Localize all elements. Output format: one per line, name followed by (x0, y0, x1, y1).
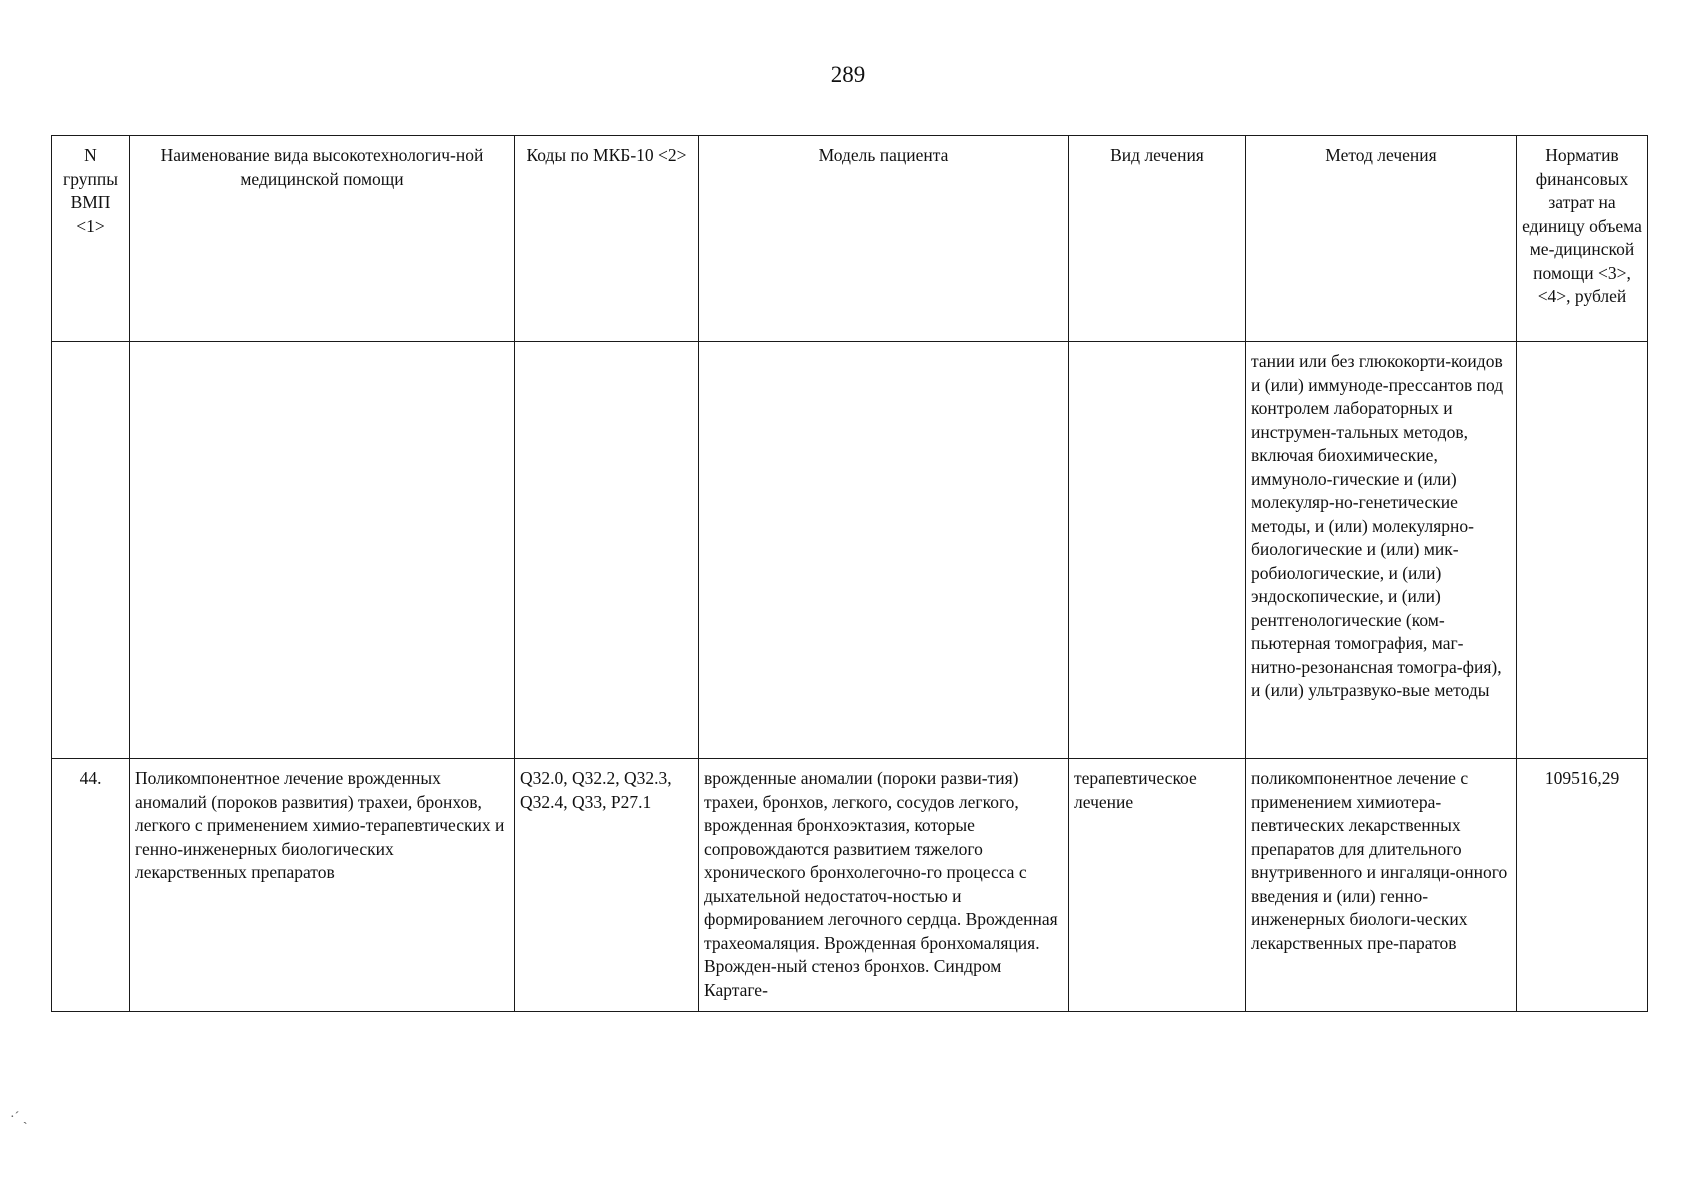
cell-empty (52, 342, 130, 759)
table-row-44 (52, 759, 1648, 1012)
cell-icd-codes: Q32.0, Q32.2, Q32.3, Q32.4, Q33, P27.1 (515, 759, 699, 1012)
table-row-continuation (52, 342, 1648, 759)
header-patient-model: Модель пациента (699, 136, 1069, 342)
cell-empty (1069, 342, 1246, 759)
cell-empty (699, 342, 1069, 759)
cell-empty (515, 342, 699, 759)
header-treatment-type: Вид лечения (1069, 136, 1246, 342)
header-care-name: Наименование вида высокотехнологич-ной медицинской помощи (130, 136, 515, 342)
table-header-row (52, 136, 1648, 342)
vmp-table (51, 135, 1648, 1012)
header-icd-codes: Коды по МКБ-10 <2> (515, 136, 699, 342)
cell-group-number: 44. (52, 759, 130, 1012)
cell-empty (130, 342, 515, 759)
cell-empty (1517, 342, 1648, 759)
cell-patient-model: врожденные аномалии (пороки разви-тия) трахеи, бронхов, легкого, сосудов легкого, врожденная бронхоэктазия, которые сопровождаются развитием тяжелого хронического бронхолегочно-го процесса с дыхательной недостаточ-ностью и формированием легочного сердца. Врожденная трахеомаляция. Врожденная бронхомаляция. Врожден-ный стеноз бронхов. Синдром Картаге- (699, 759, 1069, 1012)
header-group-number: N группы ВМП <1> (52, 136, 130, 342)
cell-care-name: Поликомпонентное лечение врожденных аномалий (пороков развития) трахеи, бронхов, легкого с применением химио-терапевтических и генно-инженерных биологических лекарственных препаратов (130, 759, 515, 1012)
header-cost-standard: Норматив финансовых затрат на единицу объема ме-дицинской помощи <3>, <4>, рублей (1517, 136, 1648, 342)
cell-treatment-type: терапевтическое лечение (1069, 759, 1246, 1012)
cell-treatment-method: поликомпонентное лечение с применением химиотера-певтических лекарственных препаратов для длительного внутривенного и ингаляци-онного введения и (или) генно-инженерных биологи-ческих лекарственных пре-паратов (1246, 759, 1517, 1012)
scan-artifact: ·ˊ ˏ (10, 1110, 28, 1125)
cell-method-continuation: тании или без глюкокорти-коидов и (или) иммуноде-прессантов под контролем лабораторных и инструмен-тальных методов, включая биохимические, иммуноло-гические и (или) молекуляр-но-генетические методы, и (или) молекулярно-биологические и (или) мик-робиологические, и (или) эндоскопические, и (или) рентгенологические (ком-пьютерная томография, маг-нитно-резонансная томогра-фия), и (или) ультразвуко-вые методы (1246, 342, 1517, 759)
cell-cost-standard: 109516,29 (1517, 759, 1648, 1012)
header-treatment-method: Метод лечения (1246, 136, 1517, 342)
page-number: 289 (830, 62, 866, 87)
